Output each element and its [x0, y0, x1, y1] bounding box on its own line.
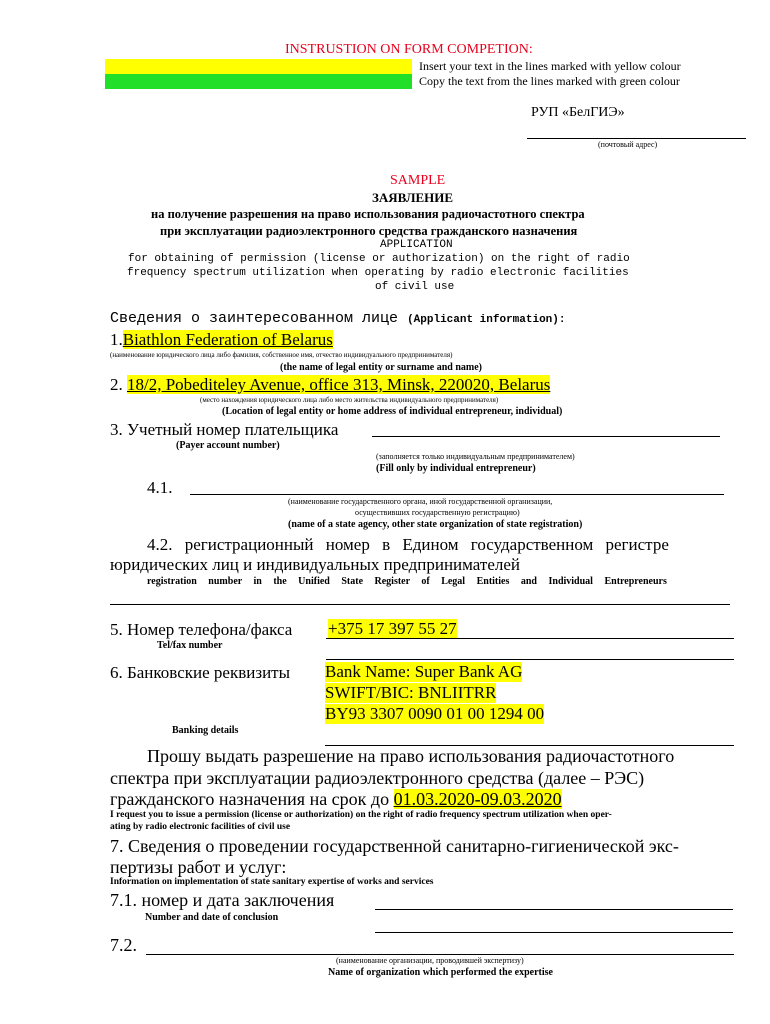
application-subtitle-en-2: frequency spectrum utilization when operating by radio electronic facilities: [127, 267, 629, 279]
field-2-value[interactable]: 18/2, Pobediteley Avenue, office 313, Minsk, 220020, Belarus: [127, 375, 551, 394]
field-7-1-caption-en: Number and date of conclusion: [145, 912, 279, 923]
green-note: Copy the text from the lines marked with green colour: [419, 74, 680, 88]
request-line-1: Прошу выдать разрешение на право использования радиочастотного: [147, 746, 675, 766]
field-4-2-caption-en: registration number in the Unified State Register of Legal Entities and Individual Entrepreneurs: [147, 576, 667, 587]
phone-extra-line[interactable]: [326, 659, 734, 660]
postal-caption: (почтовый адрес): [598, 140, 658, 149]
section-7-line-1: 7. Сведения о проведении государственной санитарно-гигиенической экс-: [110, 836, 679, 856]
field-1-number: 1.: [110, 330, 123, 349]
yellow-swatch: [105, 59, 412, 74]
iban-value[interactable]: BY93 3307 0090 01 00 1294 00: [325, 704, 545, 723]
request-line-2: спектра при эксплуатации радиоэлектронного средства (далее – РЭС): [110, 768, 645, 788]
conclusion-date-input[interactable]: [375, 932, 733, 933]
registration-number-input[interactable]: [110, 604, 730, 605]
field-1-caption-ru: (наименование юридического лица либо фамилия, собственное имя, отчество индивидуального предпринимателя): [110, 351, 453, 359]
conclusion-number-input[interactable]: [375, 909, 733, 910]
field-4-1-label: 4.1.: [147, 478, 173, 497]
application-subtitle-en-1: for obtaining of permission (license or authorization) on the right of radio: [128, 253, 630, 265]
application-title-en: APPLICATION: [380, 239, 453, 251]
phone-value[interactable]: +375 17 397 55 27: [328, 619, 457, 638]
field-2-number: 2.: [110, 375, 123, 394]
recipient-name: РУП «БелГИЭ»: [531, 105, 625, 120]
payer-account-input[interactable]: [372, 436, 720, 437]
green-swatch: [105, 74, 412, 89]
field-1-value[interactable]: Biathlon Federation of Belarus: [122, 330, 333, 349]
application-title-ru: ЗАЯВЛЕНИЕ: [372, 190, 454, 205]
application-subtitle-ru-2: при эксплуатации радиоэлектронного средства гражданского назначения: [160, 224, 578, 238]
field-2: [110, 375, 550, 395]
field-6-label: 6. Банковские реквизиты: [110, 663, 291, 682]
application-subtitle-en-3: of civil use: [375, 281, 455, 293]
phone-line: [326, 638, 734, 639]
field-5-caption-en: Tel/fax number: [157, 640, 223, 651]
field-3-note-en: (Fill only by individual entrepreneur): [376, 463, 536, 474]
expertise-organization-input[interactable]: [146, 954, 734, 955]
field-4-2-line-1: 4.2. регистрационный номер в Едином государственном регистре: [147, 535, 669, 554]
field-2-caption-ru: (место нахождения юридического лица либо место жительства индивидуального предпринимателя): [200, 396, 499, 404]
field-7-2-caption-en: Name of organization which performed the expertise: [328, 967, 553, 978]
swift-value[interactable]: SWIFT/BIC: BNLIITRR: [325, 683, 497, 702]
field-1-caption-en: (the name of legal entity or surname and name): [280, 362, 483, 373]
section-7-line-2: пертизы работ и услуг:: [110, 857, 287, 877]
field-5-label: 5. Номер телефона/факса: [110, 620, 293, 639]
request-line-3: [110, 789, 562, 810]
validity-period-value[interactable]: 01.03.2020-09.03.2020: [393, 789, 562, 809]
request-en-line-2: ating by radio electronic facilities of civil use: [110, 822, 291, 832]
bank-name-value[interactable]: Bank Name: Super Bank AG: [325, 662, 523, 681]
application-subtitle-ru-1: на получение разрешения на право использования радиочастотного спектра: [151, 207, 585, 221]
field-4-1-caption-ru-1: (наименование государственного органа, иной государственной организации,: [288, 497, 553, 506]
field-4-1-caption-en: (name of a state agency, other state organization of state registration): [288, 519, 583, 530]
instruction-title: INSTRUSTION ON FORM COMPETION:: [285, 42, 533, 57]
applicant-heading: [110, 310, 566, 327]
registration-agency-input[interactable]: [190, 494, 724, 495]
applicant-heading-ru: Сведения о заинтересованном лице: [110, 310, 399, 327]
request-en-line-1: I request you to issue a permission (license or authorization) on the right of radio frequency spectrum utilization when oper-: [110, 810, 612, 820]
field-7-2-label: 7.2.: [110, 935, 137, 955]
yellow-note: Insert your text in the lines marked with yellow colour: [419, 59, 681, 73]
field-4-2-line-2: юридических лиц и индивидуальных предпринимателей: [110, 555, 520, 574]
field-7-2-caption-ru: (наименование организации, проводившей экспертизу): [336, 956, 524, 965]
field-3-label: 3. Учетный номер плательщика: [110, 420, 339, 439]
sample-label: SAMPLE: [390, 173, 446, 188]
field-3-note-ru: (заполняется только индивидуальным предпринимателем): [376, 452, 575, 461]
field-4-1-caption-ru-2: осуществивших государственную регистрацию): [355, 508, 520, 517]
request-line-3-text: гражданского назначения на срок до: [110, 789, 390, 809]
field-7-1-label: 7.1. номер и дата заключения: [110, 890, 335, 910]
postal-address-line: [527, 138, 746, 139]
applicant-heading-en: (Applicant information):: [407, 314, 566, 326]
section-7-caption-en: Information on implementation of state sanitary expertise of works and services: [110, 877, 434, 887]
field-1: [110, 330, 333, 350]
field-3-caption-en: (Payer account number): [176, 440, 280, 451]
field-2-caption-en: (Location of legal entity or home address of individual entrepreneur, individual): [222, 406, 563, 417]
field-6-caption-en: Banking details: [172, 725, 239, 736]
